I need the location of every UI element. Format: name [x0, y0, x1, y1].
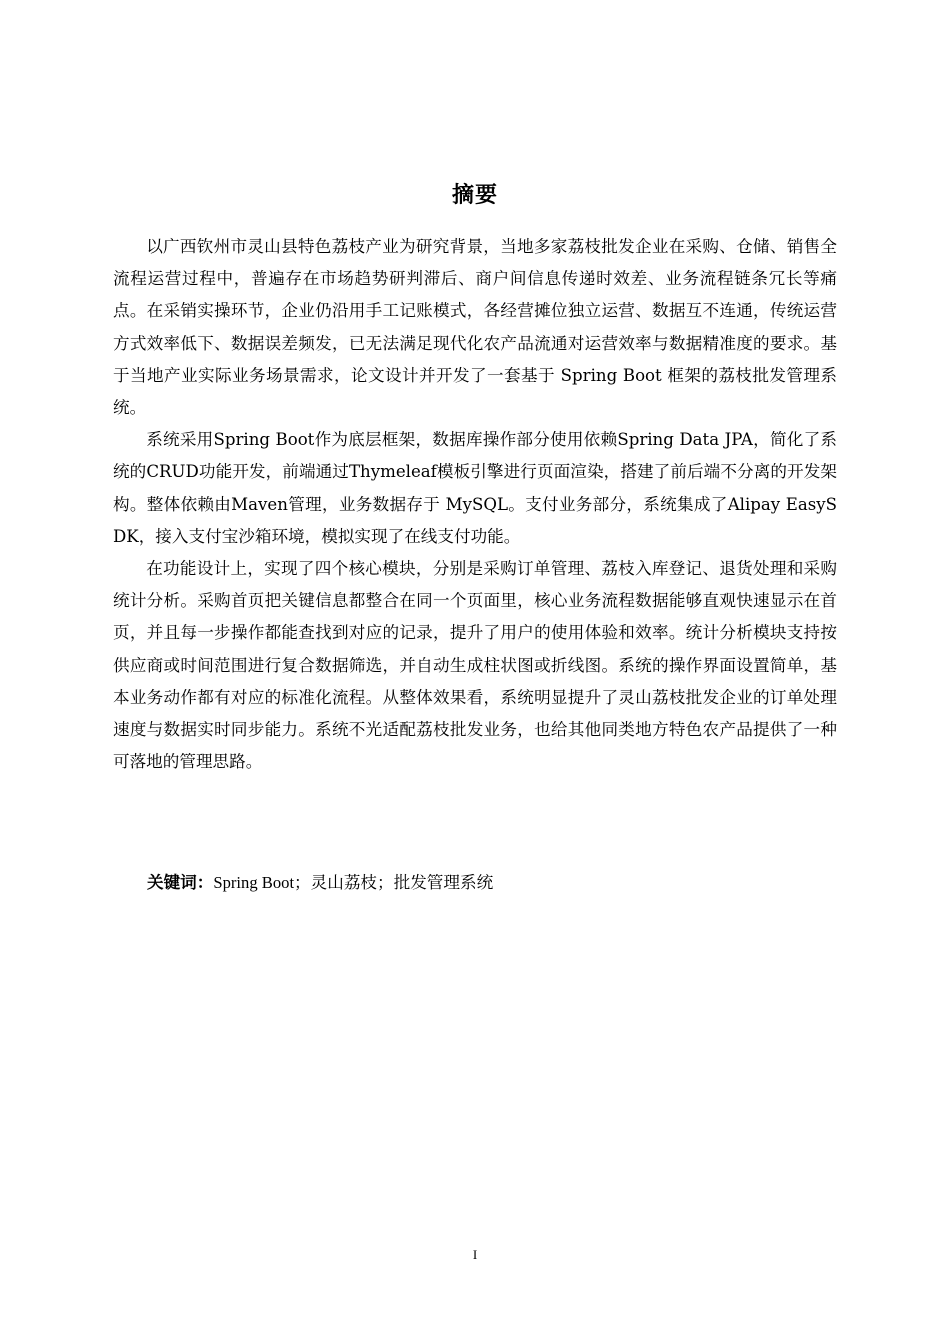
page-number: I [472, 1247, 478, 1262]
keywords-label: 关键词： [147, 873, 214, 892]
abstract-body [113, 231, 837, 778]
keywords-value: Spring Boot；灵山荔枝；批发管理系统 [213, 873, 494, 892]
abstract-paragraph-1: 以广西钦州市灵山县特色荔枝产业为研究背景，当地多家荔枝批发企业在采购、仓储、销售全流程运营过程中，普遍存在市场趋势研判滞后、商户间信息传递时效差、业务流程链条冗长等痛点。在采销实操环节，企业仍沿用手工记账模式，各经营摊位独立运营、数据互不连通，传统运营方式效率低下、数据误差频发，已无法满足现代化农产品流通对运营效率与数据精准度的要求。基于当地产业实际业务场景需求，论文设计并开发了一套基于 Spring Boot 框架的荔枝批发管理系统。 [113, 237, 837, 418]
keywords-line [147, 868, 837, 898]
abstract-title: 摘要 [451, 182, 498, 208]
abstract-paragraph-3: 在功能设计上，实现了四个核心模块，分别是采购订单管理、荔枝入库登记、退货处理和采购统计分析。采购首页把关键信息都整合在同一个页面里，核心业务流程数据能够直观快速显示在首页，并且每一步操作都能查找到对应的记录，提升了用户的使用体验和效率。统计分析模块支持按供应商或时间范围进行复合数据筛选，并自动生成柱状图或折线图。系统的操作界面设置简单，基本业务动作都有对应的标准化流程。从整体效果看，系统明显提升了灵山荔枝批发企业的订单处理速度与数据实时同步能力。系统不光适配荔枝批发业务，也给其他同类地方特色农产品提供了一种可落地的管理思路。 [113, 559, 837, 772]
abstract-paragraph-2: 系统采用Spring Boot作为底层框架，数据库操作部分使用依赖Spring Data JPA，简化了系统的CRUD功能开发，前端通过Thymeleaf模板引擎进行页面渲染，搭建了前后端不分离的开发架构。整体依赖由Maven管理，业务数据存于 MySQL。支付业务部分，系统集成了Alipay EasySDK，接入支付宝沙箱环境，模拟实现了在线支付功能。 [113, 430, 837, 546]
